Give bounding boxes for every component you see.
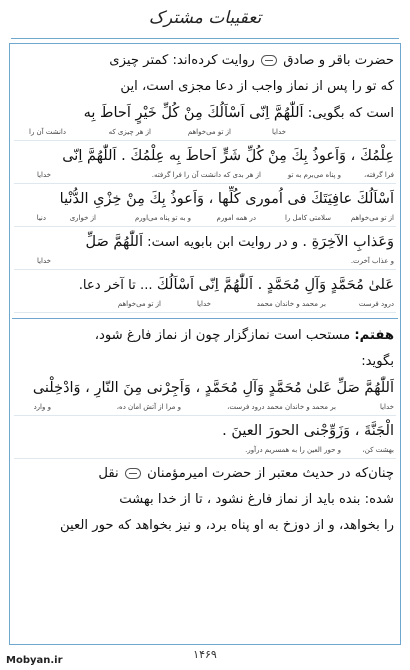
p1-line-6: وَعَذابِ الآخِرَةِ . و در روایت ابن بابویه است: اَللّٰهُمَّ صَلِّ bbox=[85, 234, 394, 250]
translation-row: و عذاب آخرت. خدایا bbox=[14, 255, 396, 270]
translation-row: فرا گرفته، و پناه می‌برم به تو از هر بدی که دانشت آن را فرا گرفته. خدایا bbox=[14, 169, 396, 184]
translation-row: خدایا از تو می‌خواهم از هر چیزی که دانشت آن را bbox=[14, 126, 396, 141]
page-header bbox=[0, 6, 410, 36]
salutation-icon bbox=[125, 468, 141, 479]
section-label: هفتم: bbox=[354, 328, 394, 343]
translation-row: درود فرست بر محمد و خاندان محمد خدایا از تو می‌خواهم bbox=[14, 298, 396, 313]
header-rule bbox=[11, 38, 399, 39]
p1-line-3: است که بگویی: اَللّٰهُمَّ اِنّی اَسْاَلُكَ مِنْ كُلِّ خَیْرٍ اَحاطَ بِه bbox=[83, 105, 394, 121]
p1-line-2: که تو را پس از نماز واجب از دعا مجزی است، این bbox=[120, 79, 394, 94]
salutation-icon bbox=[261, 55, 277, 66]
translation-row: بهشت کن، و حور العین را به همسریم درآور. bbox=[14, 444, 396, 459]
arabic-text: عِلْمُكَ ، وَاَعوذُ بِكَ مِنْ كُلِّ شَرٍّ اَحاطَ بِه عِلْمُكَ . اَللّٰهُمَّ اِنّی bbox=[62, 148, 394, 164]
section-divider bbox=[12, 318, 398, 319]
arabic-text: اَللّٰهُمَّ صَلِّ bbox=[85, 234, 143, 250]
p2-line-5: چنان‌که در حدیث معتبر از حضرت امیرمؤمنان نقل bbox=[98, 466, 394, 481]
translation-row: خدایا بر محمد و خاندان محمد درود فرست، و مرا از آتش امان ده، و وارد bbox=[14, 401, 396, 416]
p1-line-1: حضرت باقر و صادق روایت کرده‌اند: کمتر چیزی bbox=[109, 53, 394, 68]
p2-line-7: را بخواهد، و از دوزخ به او پناه برد، و نیز بخواهد که حور العین bbox=[59, 518, 394, 533]
p1-line-7: عَلىٰ مُحَمَّدٍ وَآلِ مُحَمَّدٍ . اَللّٰهُمَّ اِنّی اَسْاَلُكَ ... تا آخر دعا. bbox=[78, 277, 394, 293]
arabic-text: اَللّٰهُمَّ اِنّی اَسْاَلُكَ مِنْ كُلِّ خَیْرٍ اَحاطَ بِه bbox=[83, 105, 304, 121]
arabic-text: اَللّٰهُمَّ صَلِّ عَلىٰ مُحَمَّدٍ وَآلِ مُحَمَّدٍ ، وَاَجِرْنی مِنَ النّارِ ، وَادْخِلْنی bbox=[32, 380, 394, 396]
p2-line-6: شده: بنده باید از نماز فارغ نشود ، تا از خدا بهشت bbox=[119, 492, 394, 507]
p2-line-1: هفتم: مستحب است نمازگزار چون از نماز فارغ شود، bbox=[94, 328, 394, 343]
translation-row: از تو می‌خواهم سلامتی کامل را در همه امورم و به تو پناه می‌اورم از خواری دنیا bbox=[14, 212, 396, 227]
arabic-text: الْجَنَّةَ ، وَزَوِّجْنی الحورَ العینَ . bbox=[222, 423, 394, 439]
p2-line-3 bbox=[12, 375, 398, 401]
arabic-text: وَعَذابِ الآخِرَةِ . bbox=[302, 234, 394, 250]
text-body bbox=[12, 48, 398, 539]
p1-line-5 bbox=[12, 186, 398, 212]
page-number: ۱۴۶۹ bbox=[193, 648, 217, 661]
site-watermark[interactable]: Mobyan.ir bbox=[6, 655, 63, 666]
p2-line-2: بگوید: bbox=[361, 354, 394, 369]
p1-line-4 bbox=[12, 143, 398, 169]
arabic-text: اَسْاَلُكَ عافِیَتَكَ فی اُموری كُلِّها ، وَاَعوذُ بِكَ مِنْ خِزْیِ الدُّنْیا bbox=[59, 191, 394, 207]
p2-line-4 bbox=[12, 418, 398, 444]
arabic-text: عَلىٰ مُحَمَّدٍ وَآلِ مُحَمَّدٍ . اَللّٰهُمَّ اِنّی اَسْاَلُكَ bbox=[156, 277, 394, 293]
page-title: تعقیبات مشترک bbox=[148, 8, 262, 28]
